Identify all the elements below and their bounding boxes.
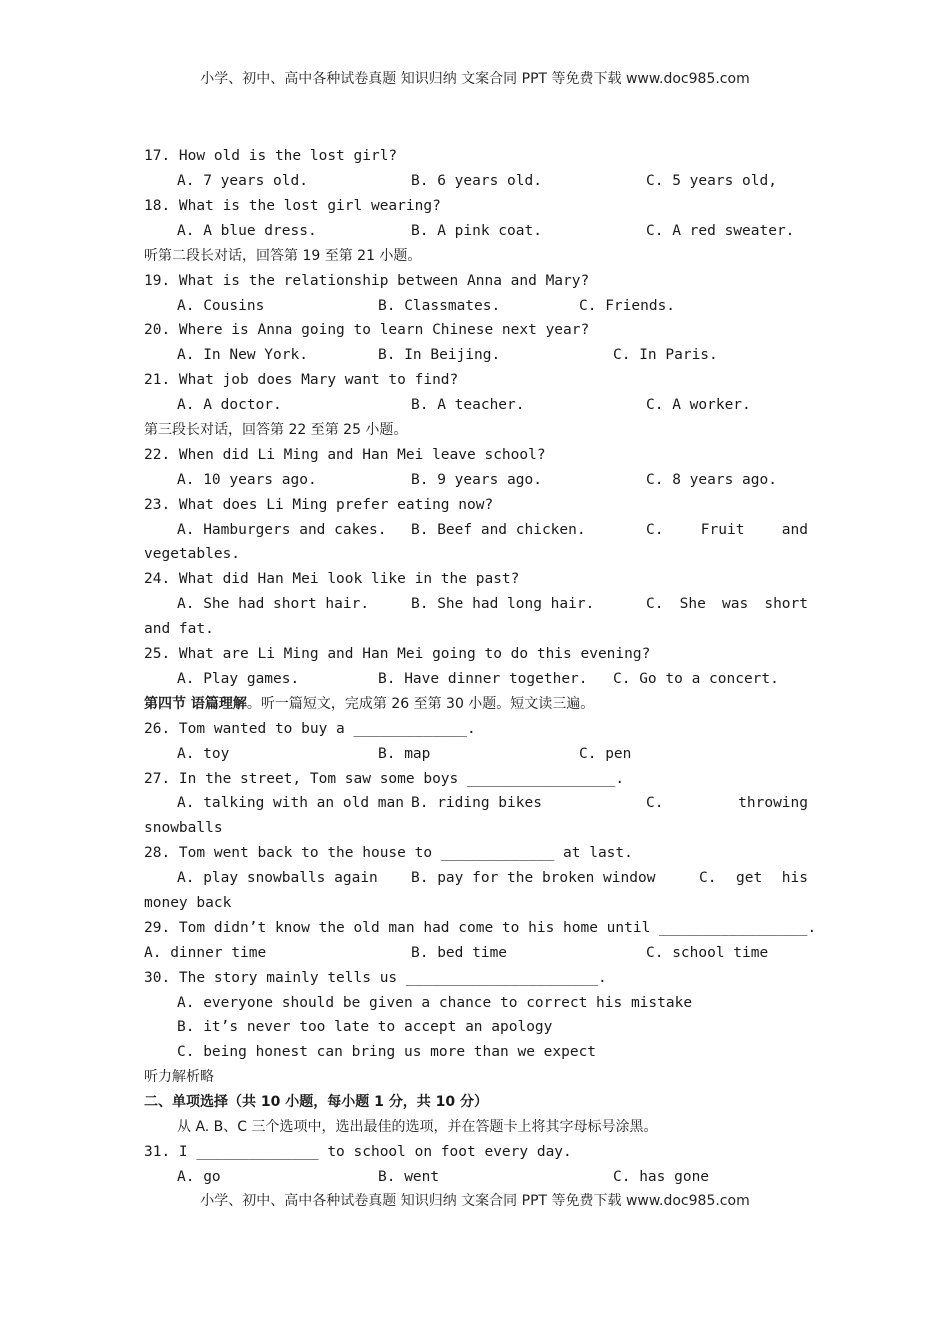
option-c[interactable]: C. 8 years ago. [646,472,777,488]
option-a[interactable]: A. 7 years old. [177,173,308,189]
question-26: 26. Tom wanted to buy a _____________. [144,721,476,737]
option-c[interactable] [646,520,808,540]
option-b[interactable]: B. In Beijing. [378,347,501,363]
option-c-continuation: money back [144,895,232,911]
option-b[interactable]: B. 9 years ago. [411,472,542,488]
option-b[interactable]: B. it’s never too late to accept an apology [177,1019,553,1035]
part-2-instruction: 从 A. B、C 三个选项中，选出最佳的选项，并在答题卡上将其字母标号涂黑。 [177,1119,658,1135]
option-a[interactable]: A. A doctor. [177,397,282,413]
question-18: 18. What is the lost girl wearing? [144,198,441,214]
option-c-word: get [736,870,763,886]
question-19: 19. What is the relationship between Anna and Mary? [144,273,590,289]
option-c[interactable]: C. 5 years old, [646,173,777,189]
option-c-continuation: snowballs [144,820,223,836]
option-b[interactable]: B. riding bikes [411,795,542,811]
option-c-continuation: and fat. [144,621,214,637]
option-a[interactable]: A. play snowballs again [177,870,378,886]
option-c-letter: C. [646,795,664,811]
option-a[interactable]: A. dinner time [144,945,267,961]
option-c[interactable] [646,793,808,813]
option-b[interactable]: B. Beef and chicken. [411,522,586,538]
option-c-word: was [721,596,749,612]
option-c-letter: C. [699,870,717,886]
option-a[interactable]: A. A blue dress. [177,223,317,239]
option-c[interactable]: C. has gone [613,1169,710,1185]
option-b[interactable]: B. Have dinner together. [378,671,588,687]
option-c[interactable]: C. being honest can bring us more than we expect [177,1044,597,1060]
option-a[interactable]: A. She had short hair. [177,596,370,612]
option-b[interactable]: B. A pink coat. [411,223,542,239]
option-a[interactable]: A. everyone should be given a chance to correct his mistake [177,995,693,1011]
question-28: 28. Tom went back to the house to _____________ at last. [144,845,633,861]
option-c-letter: C. [646,596,664,612]
section-2-instruction: 听第二段长对话，回答第 19 至第 21 小题。 [144,248,422,264]
question-22: 22. When did Li Ming and Han Mei leave school? [144,447,546,463]
option-c-letter: C. [646,522,664,538]
option-c[interactable]: C. Go to a concert. [613,671,779,687]
listening-analysis-note: 听力解析略 [144,1069,214,1085]
option-c[interactable]: C. A worker. [646,397,751,413]
option-a[interactable]: A. go [177,1169,221,1185]
option-a[interactable]: A. Hamburgers and cakes. [177,522,387,538]
option-c[interactable] [699,868,808,888]
page-header: 小学、初中、高中各种试卷真题 知识归纳 文案合同 PPT 等免费下载 www.doc985.com [200,71,750,87]
part-2-title: 二、单项选择（共 10 小题，每小题 1 分，共 10 分） [144,1094,488,1110]
option-c[interactable]: C. school time [646,945,769,961]
option-c-word: Fruit [700,522,745,538]
option-a[interactable]: A. Cousins [177,298,265,314]
option-a[interactable]: A. Play games. [177,671,300,687]
option-b[interactable]: B. bed time [411,945,508,961]
option-c-word: throwing [738,795,808,811]
question-29: 29. Tom didn’t know the old man had come to his home until _________________. [144,920,817,936]
section-4-text: 。听一篇短文，完成第 26 至第 30 小题。短文读三遍。 [246,696,595,712]
option-c-word: She [679,596,706,612]
question-20: 20. Where is Anna going to learn Chinese next year? [144,322,590,338]
option-c[interactable]: C. In Paris. [613,347,718,363]
option-c[interactable]: C. pen [579,746,632,762]
option-c-word: and [781,522,808,538]
question-31: 31. I ______________ to school on foot every day. [144,1144,572,1160]
section-4-heading [144,694,808,714]
option-a[interactable]: A. In New York. [177,347,308,363]
option-c-word: his [781,870,808,886]
option-b[interactable]: B. A teacher. [411,397,525,413]
section-4-title: 第四节 语篇理解 [144,696,247,712]
option-b[interactable]: B. She had long hair. [411,596,595,612]
option-b[interactable]: B. map [378,746,431,762]
option-c[interactable]: C. A red sweater. [646,223,795,239]
option-b[interactable]: B. 6 years old. [411,173,542,189]
question-21: 21. What job does Mary want to find? [144,372,459,388]
question-23: 23. What does Li Ming prefer eating now? [144,497,494,513]
option-a[interactable]: A. 10 years ago. [177,472,317,488]
option-c[interactable] [646,594,808,614]
option-b[interactable]: B. Classmates. [378,298,501,314]
option-a[interactable]: A. talking with an old man [177,795,404,811]
question-17: 17. How old is the lost girl? [144,148,398,164]
option-a[interactable]: A. toy [177,746,230,762]
option-b[interactable]: B. went [378,1169,440,1185]
option-c-continuation: vegetables. [144,546,241,562]
page-footer: 小学、初中、高中各种试卷真题 知识归纳 文案合同 PPT 等免费下载 www.doc985.com [200,1193,750,1209]
option-b[interactable]: B. pay for the broken window [411,870,656,886]
option-c[interactable]: C. Friends. [579,298,676,314]
question-27: 27. In the street, Tom saw some boys _________________. [144,771,625,787]
question-25: 25. What are Li Ming and Han Mei going to do this evening? [144,646,651,662]
question-24: 24. What did Han Mei look like in the past? [144,571,520,587]
section-3-instruction: 第三段长对话，回答第 22 至第 25 小题。 [144,422,408,438]
question-30: 30. The story mainly tells us ______________________. [144,970,607,986]
option-c-word: short [764,596,808,612]
